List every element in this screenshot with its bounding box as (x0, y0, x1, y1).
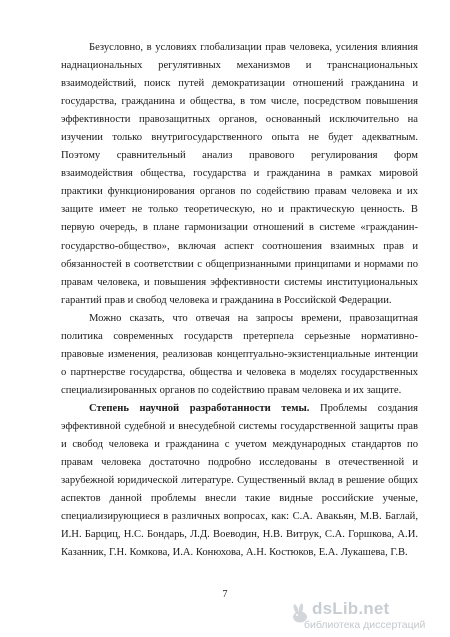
paragraph-text: Проблемы создания эффективной судебной и внесудебной системы государственной защиты прав и свобод человека и гражданина с учетом международных стандартов по правам человека достаточно подробно исследованы в отечественной и зарубежной юридической литературе. Существенный вклад в решение общих аспектов данной проблемы внесли такие видные российские ученые, специализирующиеся в различных вопросах, как: С.А. Авакьян, М.В. Баглай, И.Н. Барциц, Н.С. Бондарь, Л.Д. Воеводин, Н.В. Витрук, С.А. Горшкова, А.И. Казанник, Г.Н. Комкова, И.А. Конюхова, А.Н. Костюков, Е.А. Лукашева, Г.В. (61, 402, 418, 559)
page-number: 7 (222, 589, 228, 600)
paragraph: Можно сказать, что отвечая на запросы времени, правозащитная политика современных государств претерпела серьезные нормативно-правовые изменения, реализовав концептуально-экзистенциальные интенции о партнерстве государства, общества и человека в моделях государственных специализированных органов по содействию правам человека и их защите. (61, 312, 418, 396)
paragraph (61, 400, 418, 562)
section-heading: Степень научной разработанности темы. (89, 402, 310, 414)
watermark-title: dsLib.net (312, 599, 390, 618)
watermark (282, 599, 442, 633)
watermark-subtitle: библиотека диссертаций (304, 619, 426, 631)
page-content (61, 39, 418, 562)
paragraph: Безусловно, в условиях глобализации прав человека, усиления влияния наднациональных регулятивных механизмов и транснациональных взаимодействий, поиск путей демократизации отношений гражданина и государства, гражданина и общества, в том числе, посредством повышения эффективности правозащитных органов, основанный исключительно на изучении только внутригосударственного опыта не будет адекватным. Поэтому сравнительный анализ правового регулирования форм взаимодействия общества, государства и гражданина в рамках мировой практики функционирования органов по содействию правам человека и их защите имеет не только теоретическую, но и практическую ценность. В первую очередь, в плане гармонизации отношений в системе «гражданин-государство-общество», включая аспект соотношения взаимных прав и обязанностей в соответствии с общепризнанными принципами и нормами по правам человека, и повышения эффективности системы институциональных гарантий прав и свобод человека и гражданина в Российской Федерации. (61, 42, 418, 306)
